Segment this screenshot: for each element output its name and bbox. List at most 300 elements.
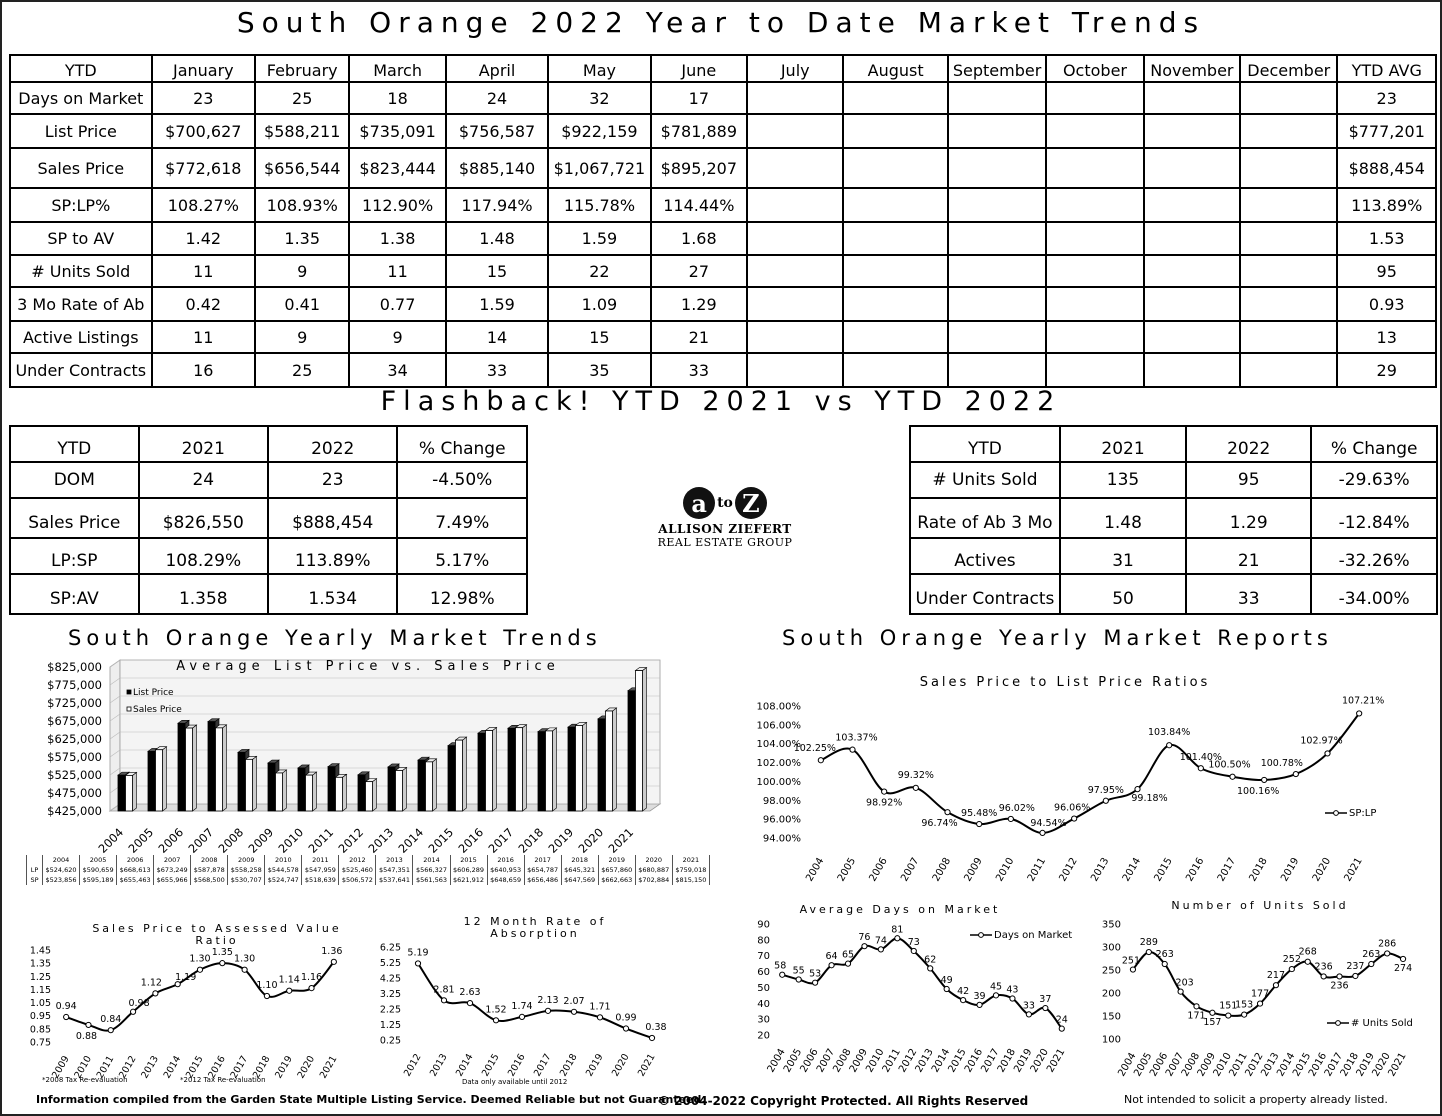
price-table-value: $647,569 xyxy=(561,875,598,885)
x-tick-label: 2014 xyxy=(1120,856,1144,884)
data-label: 62 xyxy=(924,954,937,966)
ytd-value-cell xyxy=(948,353,1046,387)
logo-name: ALLISON ZIEFERT xyxy=(658,522,792,536)
ytd-row xyxy=(10,353,1436,387)
footnote-2008: *2008 Tax Re-evaluation xyxy=(42,1076,128,1084)
data-point xyxy=(977,821,982,826)
ytd-value-cell xyxy=(1144,82,1240,114)
price-table-value: $655,463 xyxy=(117,875,154,885)
data-label: 2.13 xyxy=(537,994,559,1006)
data-label: 103.37% xyxy=(835,732,878,744)
ytd-value-cell: 115.78% xyxy=(548,188,650,222)
bar-sales-price xyxy=(186,725,197,811)
yearly-trends-title: South Orange Yearly Market Trends xyxy=(68,626,602,650)
ytd-row-label: SP:LP% xyxy=(10,188,152,222)
data-label: 64 xyxy=(825,951,838,963)
data-label: 236 xyxy=(1330,980,1349,992)
ytd-value-cell xyxy=(1240,82,1337,114)
data-point xyxy=(818,758,823,763)
x-tick-label: 2011 xyxy=(1025,856,1049,884)
ytd-header-cell: May xyxy=(548,55,650,82)
price-table-year: 2016 xyxy=(487,855,524,865)
flashback-table-right xyxy=(909,425,1438,615)
ytd-row-label: List Price xyxy=(10,114,152,148)
ytd-avg-cell: 23 xyxy=(1337,82,1436,114)
price-table-value: $702,884 xyxy=(635,875,672,885)
ytd-value-cell xyxy=(843,82,947,114)
ytd-value-cell: $735,091 xyxy=(349,114,445,148)
legend-marker xyxy=(1336,1021,1341,1026)
data-point xyxy=(1146,949,1151,954)
ytd-value-cell: 1.48 xyxy=(446,222,548,255)
ytd-value-cell xyxy=(948,287,1046,321)
flash-value-cell: 12.98% xyxy=(397,574,527,614)
x-tick-label: 2020 xyxy=(575,825,607,856)
data-label: 286 xyxy=(1378,938,1397,950)
ytd-value-cell: 1.35 xyxy=(255,222,349,255)
x-tick-label: 2004 xyxy=(1116,1051,1139,1079)
data-point xyxy=(64,1014,69,1019)
days-on-market-chart xyxy=(750,900,1090,1075)
data-label: 1.12 xyxy=(140,977,162,989)
chart-title: Number of Units Sold xyxy=(1171,899,1349,912)
ytd-row-label: Days on Market xyxy=(10,82,152,114)
data-point xyxy=(911,948,916,953)
data-label: 24 xyxy=(1055,1014,1068,1026)
x-tick-label: 2021 xyxy=(1386,1051,1409,1079)
data-point xyxy=(1010,996,1015,1001)
chart-title: Sales Price to List Price Ratios xyxy=(919,675,1211,690)
price-table-value: $655,966 xyxy=(154,875,191,885)
ytd-value-cell: 32 xyxy=(548,82,650,114)
price-table-corner xyxy=(27,855,43,865)
ytd-header-cell: June xyxy=(651,55,747,82)
ytd-value-cell xyxy=(1046,321,1143,353)
chart-title: Sales Price to Assessed Value xyxy=(92,922,342,935)
flash-value-cell: 31 xyxy=(1060,538,1186,574)
price-table-value: $547,351 xyxy=(376,865,413,875)
x-tick-label: 2018 xyxy=(557,1052,580,1079)
flash-value-cell: $826,550 xyxy=(139,498,268,538)
data-point xyxy=(1135,787,1140,792)
y-tick-label: 70 xyxy=(757,951,770,963)
data-label: 107.21% xyxy=(1342,695,1385,707)
x-tick-label: 2021 xyxy=(1045,1047,1068,1075)
ytd-avg-cell: $888,454 xyxy=(1337,148,1436,188)
ytd-value-cell: 34 xyxy=(349,353,445,387)
x-tick-label: 2011 xyxy=(1227,1051,1250,1079)
data-point xyxy=(944,986,949,991)
ytd-row-label: SP to AV xyxy=(10,222,152,255)
flash-row-label: Rate of Ab 3 Mo xyxy=(910,498,1060,538)
x-tick-label: 2009 xyxy=(1195,1051,1218,1079)
flashback-table-left xyxy=(9,425,528,615)
flash-row xyxy=(910,574,1437,614)
x-tick-label: 2018 xyxy=(1338,1051,1361,1079)
flash-row xyxy=(10,498,527,538)
price-table-value: $606,289 xyxy=(450,865,487,875)
data-label: 0.99 xyxy=(615,1012,637,1024)
data-point xyxy=(780,972,785,977)
bar-sales-price xyxy=(456,737,467,811)
flash-header-row xyxy=(10,426,527,462)
y-tick-label: 1.15 xyxy=(29,984,51,996)
ytd-value-cell xyxy=(1240,188,1337,222)
data-point xyxy=(597,1015,602,1020)
price-table-row xyxy=(27,865,710,875)
ytd-value-cell xyxy=(1046,255,1143,287)
ytd-value-cell xyxy=(1240,353,1337,387)
data-label: 252 xyxy=(1282,954,1301,966)
x-tick-label: 2009 xyxy=(245,825,277,856)
price-table-value: $595,189 xyxy=(80,875,117,885)
data-label: 0.98 xyxy=(128,997,150,1009)
bar-sales-price xyxy=(426,759,437,811)
legend-label: # Units Sold xyxy=(1351,1018,1413,1029)
price-table-value: $523,856 xyxy=(43,875,80,885)
price-table-year: 2019 xyxy=(598,855,635,865)
sp-av-ratio-chart xyxy=(25,915,360,1085)
x-tick-label: 2019 xyxy=(1279,856,1302,884)
x-tick-label: 2010 xyxy=(864,1047,887,1075)
y-tick-label: 100 xyxy=(1101,1034,1121,1046)
data-label: 99.18% xyxy=(1131,793,1168,805)
flash-row-label: LP:SP xyxy=(10,538,139,574)
list-vs-sales-bar-chart xyxy=(10,655,710,856)
data-point xyxy=(197,967,202,972)
legend-label: SP:LP xyxy=(1349,808,1377,819)
ytd-value-cell: 24 xyxy=(446,82,548,114)
series-line xyxy=(418,963,652,1038)
ytd-row-label: Under Contracts xyxy=(10,353,152,387)
x-tick-label: 2006 xyxy=(1148,1051,1171,1079)
ytd-row xyxy=(10,148,1436,188)
data-point xyxy=(1230,774,1235,779)
ytd-value-cell xyxy=(1144,188,1240,222)
data-label: 1.36 xyxy=(321,945,343,957)
x-tick-label: 2005 xyxy=(835,856,859,884)
price-table-value: $668,613 xyxy=(117,865,154,875)
ytd-avg-cell: 13 xyxy=(1337,321,1436,353)
price-table-value: $759,018 xyxy=(672,865,709,875)
data-point xyxy=(108,1028,113,1033)
data-point xyxy=(977,1002,982,1007)
ytd-value-cell xyxy=(1240,114,1337,148)
data-point xyxy=(467,1001,472,1006)
ytd-row xyxy=(10,114,1436,148)
data-label: 1.74 xyxy=(511,1000,533,1012)
data-label: 5.19 xyxy=(407,947,429,959)
price-table-value: $566,327 xyxy=(413,865,450,875)
x-tick-label: 2014 xyxy=(161,1054,184,1081)
x-tick-label: 2008 xyxy=(1179,1051,1203,1079)
x-tick-label: 2004 xyxy=(95,825,127,856)
data-label: 2.81 xyxy=(433,984,455,996)
price-table-year: 2005 xyxy=(80,855,117,865)
data-point xyxy=(1162,961,1167,966)
flash-value-cell: 33 xyxy=(1186,574,1311,614)
price-table-value: $648,659 xyxy=(487,875,524,885)
y-tick-label: $825,000 xyxy=(47,660,102,674)
y-tick-label: 102.00% xyxy=(756,758,801,770)
ytd-value-cell: 11 xyxy=(152,255,255,287)
ytd-header-cell: February xyxy=(255,55,349,82)
bar-sales-price xyxy=(336,774,347,811)
ytd-header-row xyxy=(10,55,1436,82)
ytd-value-cell: 23 xyxy=(152,82,255,114)
x-tick-label: 2014 xyxy=(1275,1051,1298,1079)
y-tick-label: $575,000 xyxy=(47,750,102,764)
data-label: 94.54% xyxy=(1030,817,1067,829)
y-tick-label: $525,000 xyxy=(47,768,102,782)
data-point xyxy=(913,785,918,790)
data-label: 1.52 xyxy=(485,1004,507,1016)
footnote-2012: *2012 Tax Re-evaluation xyxy=(180,1076,266,1084)
x-tick-label: 2014 xyxy=(395,825,427,856)
data-point xyxy=(1167,743,1172,748)
flash-value-cell: -4.50% xyxy=(397,462,527,498)
data-point xyxy=(1273,983,1278,988)
price-table-value: $815,150 xyxy=(672,875,709,885)
ytd-header-cell: January xyxy=(152,55,255,82)
flash-value-cell: 50 xyxy=(1060,574,1186,614)
x-tick-label: 2018 xyxy=(995,1047,1019,1075)
flash-row xyxy=(10,538,527,574)
y-tick-label: 1.45 xyxy=(29,945,51,957)
data-point xyxy=(309,986,314,991)
flash-value-cell: 1.48 xyxy=(1060,498,1186,538)
ytd-value-cell: $781,889 xyxy=(651,114,747,148)
ytd-value-cell: 11 xyxy=(349,255,445,287)
ytd-row xyxy=(10,287,1436,321)
price-table-year: 2010 xyxy=(265,855,302,865)
x-tick-label: 2014 xyxy=(453,1052,476,1079)
price-table-value: $657,860 xyxy=(598,865,635,875)
x-tick-label: 2016 xyxy=(206,1054,228,1081)
x-tick-label: 2013 xyxy=(139,1054,161,1081)
x-tick-label: 2019 xyxy=(545,825,577,856)
x-tick-label: 2015 xyxy=(1291,1051,1314,1079)
ytd-row-label: # Units Sold xyxy=(10,255,152,287)
data-label: 171 xyxy=(1187,1010,1206,1022)
bar-sales-price xyxy=(636,668,647,811)
data-point xyxy=(571,1009,576,1014)
x-tick-label: 2005 xyxy=(125,825,157,856)
ytd-header-cell: October xyxy=(1046,55,1143,82)
flash-value-cell: 1.29 xyxy=(1186,498,1311,538)
x-tick-label: 2008 xyxy=(831,1047,854,1075)
data-label: 263 xyxy=(1155,949,1174,961)
price-table-value: $524,620 xyxy=(43,865,80,875)
ytd-value-cell: 0.42 xyxy=(152,287,255,321)
data-label: 74 xyxy=(874,935,887,947)
data-label: 263 xyxy=(1362,949,1381,961)
y-tick-label: 3.25 xyxy=(379,989,401,1000)
ytd-value-cell: 1.42 xyxy=(152,222,255,255)
ytd-value-cell: 9 xyxy=(255,321,349,353)
y-tick-label: $725,000 xyxy=(47,696,102,710)
y-tick-label: $425,000 xyxy=(47,804,102,818)
price-table-year: 2020 xyxy=(635,855,672,865)
price-table-year: 2004 xyxy=(43,855,80,865)
ytd-value-cell: 15 xyxy=(446,255,548,287)
x-tick-label: 2016 xyxy=(455,825,487,856)
ytd-header-cell: August xyxy=(843,55,947,82)
ytd-value-cell: 1.68 xyxy=(651,222,747,255)
ytd-value-cell: 1.38 xyxy=(349,222,445,255)
price-table-value: $558,258 xyxy=(228,865,265,875)
y-tick-label: 4.25 xyxy=(379,973,401,985)
data-label: 203 xyxy=(1175,977,1194,989)
bar-sales-price xyxy=(396,767,407,811)
y-tick-label: 108.00% xyxy=(756,701,801,713)
data-point xyxy=(945,810,950,815)
ytd-value-cell xyxy=(1144,222,1240,255)
y-tick-label: 2.25 xyxy=(379,1004,401,1016)
y-tick-label: 350 xyxy=(1101,919,1121,931)
x-tick-label: 2012 xyxy=(1243,1051,1266,1079)
y-tick-label: 300 xyxy=(1101,942,1121,954)
flash-value-cell: 108.29% xyxy=(139,538,268,574)
x-tick-label: 2010 xyxy=(72,1054,95,1081)
data-label: 81 xyxy=(891,924,904,936)
data-label: 76 xyxy=(858,932,871,944)
x-tick-label: 2015 xyxy=(946,1047,969,1075)
ytd-value-cell xyxy=(747,255,843,287)
y-tick-label: $775,000 xyxy=(47,678,102,692)
ytd-value-cell: $772,618 xyxy=(152,148,255,188)
company-logo xyxy=(640,484,810,549)
data-label: 45 xyxy=(989,981,1003,993)
ytd-avg-cell: 29 xyxy=(1337,353,1436,387)
chart-title: Absorption xyxy=(490,927,580,940)
ytd-value-cell xyxy=(1144,321,1240,353)
ytd-avg-cell: 95 xyxy=(1337,255,1436,287)
data-label: 0.94 xyxy=(55,1001,77,1013)
data-label: 0.88 xyxy=(75,1030,98,1042)
x-tick-label: 2012 xyxy=(117,1054,139,1081)
chart-title: 12 Month Rate of xyxy=(463,915,607,928)
x-tick-label: 2009 xyxy=(962,856,985,884)
legend-label: List Price xyxy=(133,688,174,698)
price-table-value: $645,321 xyxy=(561,865,598,875)
x-tick-label: 2016 xyxy=(1306,1051,1330,1079)
price-table-value: $640,953 xyxy=(487,865,524,875)
data-point xyxy=(415,961,420,966)
ytd-value-cell: 108.27% xyxy=(152,188,255,222)
y-tick-label: 150 xyxy=(1101,1011,1121,1023)
data-point xyxy=(829,963,834,968)
x-tick-label: 2013 xyxy=(365,825,397,856)
x-tick-label: 2020 xyxy=(1370,1051,1393,1079)
y-tick-label: 50 xyxy=(757,982,770,994)
x-tick-label: 2017 xyxy=(485,825,517,856)
price-table-year: 2021 xyxy=(672,855,709,865)
ytd-value-cell: 9 xyxy=(255,255,349,287)
ytd-value-cell: 18 xyxy=(349,82,445,114)
x-tick-label: 2019 xyxy=(583,1052,606,1079)
data-point xyxy=(1400,956,1405,961)
x-tick-label: 2011 xyxy=(880,1047,903,1075)
y-tick-label: 0.95 xyxy=(29,1011,51,1023)
ytd-value-cell: 21 xyxy=(651,321,747,353)
ytd-value-cell xyxy=(1046,188,1143,222)
flash-header-cell: 2022 xyxy=(1186,426,1311,462)
data-label: 73 xyxy=(907,936,920,948)
data-label: 289 xyxy=(1139,937,1158,949)
data-point xyxy=(220,961,225,966)
data-point xyxy=(331,959,336,964)
x-tick-label: 2013 xyxy=(427,1052,450,1079)
price-table-row xyxy=(27,875,710,885)
x-tick-label: 2015 xyxy=(479,1052,502,1079)
y-tick-label: 0.75 xyxy=(29,1037,51,1049)
flash-row-label: Under Contracts xyxy=(910,574,1060,614)
data-point xyxy=(264,993,269,998)
logo-mark xyxy=(640,484,810,522)
flash-value-cell: 24 xyxy=(139,462,268,498)
data-point xyxy=(1043,1005,1048,1010)
data-point xyxy=(850,747,855,752)
data-point xyxy=(623,1026,628,1031)
ytd-value-cell xyxy=(843,114,947,148)
y-tick-label: 1.35 xyxy=(29,958,51,970)
data-point xyxy=(1369,961,1374,966)
ytd-value-cell xyxy=(1144,114,1240,148)
footer-source: Information compiled from the Garden State Multiple Listing Service. Deemed Reliable but not Guaranteed. xyxy=(36,1093,706,1106)
price-table-year: 2006 xyxy=(117,855,154,865)
absorption-rate-chart xyxy=(375,915,675,1085)
x-tick-label: 2005 xyxy=(1132,1051,1155,1079)
data-point xyxy=(813,980,818,985)
flash-value-cell: -29.63% xyxy=(1311,462,1437,498)
data-point xyxy=(961,998,966,1003)
x-tick-label: 2007 xyxy=(899,856,922,884)
ytd-value-cell xyxy=(1046,114,1143,148)
ytd-row xyxy=(10,188,1436,222)
ytd-value-cell: $756,587 xyxy=(446,114,548,148)
ytd-value-cell: 25 xyxy=(255,353,349,387)
flash-value-cell: 135 xyxy=(1060,462,1186,498)
x-tick-label: 2012 xyxy=(1057,856,1080,884)
data-label: 102.25% xyxy=(793,743,836,755)
x-tick-label: 2010 xyxy=(994,856,1017,884)
flash-row-label: DOM xyxy=(10,462,139,498)
ytd-value-cell: 114.44% xyxy=(651,188,747,222)
ytd-value-cell xyxy=(747,114,843,148)
ytd-value-cell: $885,140 xyxy=(446,148,548,188)
data-point xyxy=(1008,816,1013,821)
data-point xyxy=(1178,989,1183,994)
price-table-value: $525,460 xyxy=(339,865,376,875)
ytd-avg-cell: 0.93 xyxy=(1337,287,1436,321)
ytd-value-cell: 17 xyxy=(651,82,747,114)
ytd-value-cell xyxy=(747,82,843,114)
flash-value-cell: 7.49% xyxy=(397,498,527,538)
price-table-series-label: LP xyxy=(27,865,43,875)
x-tick-label: 2020 xyxy=(295,1054,318,1081)
y-tick-label: 0.25 xyxy=(379,1035,401,1047)
ytd-value-cell: 0.41 xyxy=(255,287,349,321)
flash-value-cell: 5.17% xyxy=(397,538,527,574)
ytd-value-cell xyxy=(948,188,1046,222)
bar-sales-price xyxy=(606,708,617,811)
data-label: 95.48% xyxy=(961,808,998,820)
x-tick-label: 2021 xyxy=(605,825,637,856)
data-point xyxy=(1337,974,1342,979)
x-tick-label: 2004 xyxy=(804,856,827,884)
ytd-header-cell: YTD xyxy=(10,55,152,82)
